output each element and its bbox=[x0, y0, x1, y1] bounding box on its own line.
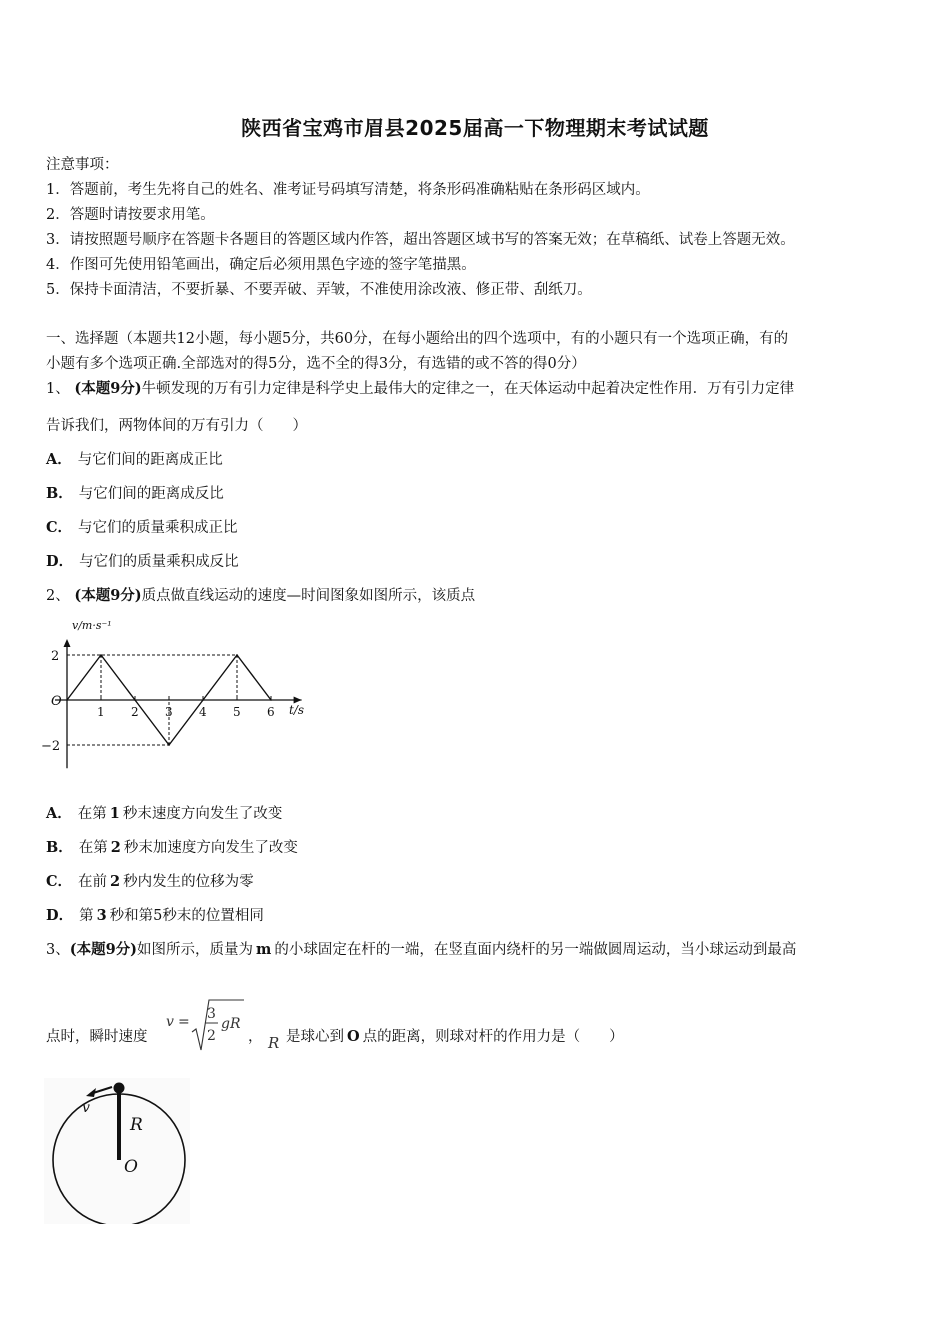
x-tick-label: 3 bbox=[165, 705, 173, 719]
q2-option-d[interactable] bbox=[46, 904, 264, 925]
q1-option-c-text: 与它们的质量乘积成正比 bbox=[78, 520, 238, 536]
q2-line-1 bbox=[46, 584, 475, 605]
chart-layer bbox=[41, 619, 304, 768]
q2-option-a-pre: 在第 bbox=[77, 806, 107, 822]
ball bbox=[114, 1083, 125, 1094]
notice-item-2: 2．答题时请按要求用笔。 bbox=[46, 207, 215, 223]
q1-option-b-letter: B． bbox=[46, 485, 73, 502]
q1-option-a[interactable] bbox=[46, 448, 223, 469]
data-point bbox=[134, 699, 136, 701]
notice-item-5: 5．保持卡面清洁，不要折暴、不要弄破、弄皱，不准使用涂改液、修正带、刮纸刀。 bbox=[46, 282, 592, 298]
section-line-2: 小题有多个选项正确.全部选对的得5分，选不全的得3分，有选错的或不答的得0分） bbox=[46, 356, 586, 372]
q2-score: (本题9分) bbox=[74, 587, 142, 604]
x-tick-label: 1 bbox=[97, 705, 105, 719]
q3-score: (本题9分) bbox=[69, 941, 138, 958]
fig-label-v: v bbox=[82, 1100, 90, 1116]
data-point bbox=[100, 654, 102, 656]
q2-option-b-post: 秒末加速度方向发生了改变 bbox=[123, 840, 298, 856]
formula-denominator: 2 bbox=[207, 1028, 216, 1044]
q2-option-a[interactable] bbox=[46, 802, 282, 823]
notice-item-3: 3．请按照题号顺序在答题卡各题目的答题区域内作答，超出答题区域书写的答案无效；在草稿纸、试卷上答题无效。 bbox=[46, 232, 795, 248]
y-tick-label: −2 bbox=[41, 739, 61, 754]
q2-number: 2、 bbox=[46, 588, 70, 604]
q1-option-b[interactable] bbox=[46, 482, 224, 503]
q1-option-c[interactable] bbox=[46, 516, 238, 537]
q3-text-2c: 点的距离，则球对杆的作用力是（ ） bbox=[362, 1029, 624, 1045]
q2-option-c[interactable] bbox=[46, 870, 254, 891]
data-point bbox=[236, 654, 238, 656]
x-tick-label: 2 bbox=[131, 705, 139, 719]
notice-item-1: 1．答题前，考生先将自己的姓名、准考证号码填写清楚，将条形码准确粘贴在条形码区域内。 bbox=[46, 182, 650, 198]
q1-score: (本题9分) bbox=[74, 380, 142, 397]
q2-option-d-post: 秒和第5秒末的位置相同 bbox=[109, 908, 264, 924]
circular-motion-figure bbox=[44, 1078, 190, 1224]
q2-option-b-num: 2 bbox=[110, 839, 121, 856]
x-tick-label: 6 bbox=[267, 705, 275, 719]
q1-option-a-text: 与它们间的距离成正比 bbox=[77, 452, 223, 468]
x-tick-label: 4 bbox=[199, 705, 207, 719]
q2-text: 质点做直线运动的速度—时间图象如图所示，该质点 bbox=[141, 588, 476, 604]
y-axis-arrow-icon bbox=[64, 639, 71, 647]
q2-option-a-num: 1 bbox=[109, 805, 120, 822]
q3-line-2a: 点时，瞬时速度 bbox=[46, 1029, 148, 1045]
x-axis-label: t/s bbox=[289, 703, 305, 717]
q3-mass-symbol: m bbox=[256, 941, 272, 958]
velocity-formula bbox=[162, 996, 282, 1054]
q1-option-a-letter: A． bbox=[46, 451, 72, 468]
q3-line-2-rest bbox=[286, 1025, 624, 1046]
q2-option-c-pre: 在前 bbox=[78, 874, 108, 890]
fig-label-O: O bbox=[124, 1157, 138, 1177]
q2-option-a-letter: A． bbox=[46, 805, 72, 822]
q3-text-1b: 的小球固定在杆的一端，在竖直面内绕杆的另一端做圆周运动，当小球运动到最高 bbox=[274, 942, 797, 958]
data-point bbox=[168, 744, 170, 746]
q3-number: 3、 bbox=[46, 942, 70, 958]
q1-option-d-letter: D． bbox=[46, 553, 74, 570]
q2-option-b-pre: 在第 bbox=[78, 840, 108, 856]
q2-option-d-pre: 第 bbox=[79, 908, 94, 924]
q2-option-d-letter: D． bbox=[46, 907, 74, 924]
q1-option-d[interactable] bbox=[46, 550, 239, 571]
notice-heading: 注意事项： bbox=[46, 157, 119, 173]
y-tick-label: 2 bbox=[51, 649, 60, 664]
q1-text-1: 牛顿发现的万有引力定律是科学史上最伟大的定律之一，在天体运动中起着决定性作用．万有引力定律 bbox=[141, 381, 795, 397]
formula-numerator: 3 bbox=[207, 1006, 216, 1022]
q1-option-d-text: 与它们的质量乘积成反比 bbox=[79, 554, 239, 570]
q3-R-symbol: R bbox=[268, 1034, 280, 1052]
section-line-1: 一、选择题（本题共12小题，每小题5分，共60分，在每小题给出的四个选项中，有的小题只有一个选项正确，有的 bbox=[46, 331, 789, 347]
q3-line-1 bbox=[46, 938, 796, 959]
formula-v: v bbox=[166, 1014, 174, 1030]
formula-equals: = bbox=[178, 1014, 190, 1030]
q2-option-c-letter: C． bbox=[46, 873, 73, 890]
data-point bbox=[66, 699, 68, 701]
q1-line-2: 告诉我们，两物体间的万有引力（ ） bbox=[46, 418, 307, 434]
q3-text-1a: 如图所示，质量为 bbox=[137, 942, 254, 958]
y-axis-label: v/m·s⁻¹ bbox=[72, 619, 112, 632]
q2-option-d-num: 3 bbox=[96, 907, 107, 924]
q1-line-1 bbox=[46, 377, 794, 398]
q1-option-b-text: 与它们间的距离成反比 bbox=[78, 486, 224, 502]
q3-comma: ， bbox=[248, 1029, 263, 1045]
data-point bbox=[202, 699, 204, 701]
data-point bbox=[270, 699, 272, 701]
x-tick-label: 5 bbox=[233, 705, 241, 719]
q2-option-b-letter: B． bbox=[46, 839, 73, 856]
formula-gR: gR bbox=[221, 1016, 241, 1032]
page-title: 陕西省宝鸡市眉县2025届高一下物理期末考试试题 bbox=[241, 116, 709, 140]
q2-option-a-post: 秒末速度方向发生了改变 bbox=[122, 806, 283, 822]
origin-label: O bbox=[51, 694, 62, 709]
q1-option-c-letter: C． bbox=[46, 519, 73, 536]
q2-option-c-num: 2 bbox=[110, 873, 121, 890]
notice-item-4: 4．作图可先使用铅笔画出，确定后必须用黑色字迹的签字笔描黑。 bbox=[46, 257, 476, 273]
fig-label-R: R bbox=[130, 1115, 143, 1135]
velocity-time-chart bbox=[40, 614, 320, 774]
q2-option-c-post: 秒内发生的位移为零 bbox=[123, 874, 254, 890]
q2-option-b[interactable] bbox=[46, 836, 298, 857]
q1-number: 1、 bbox=[46, 381, 70, 397]
q3-text-2b: 是球心到 bbox=[286, 1029, 344, 1045]
q3-O-symbol: O bbox=[347, 1028, 360, 1045]
